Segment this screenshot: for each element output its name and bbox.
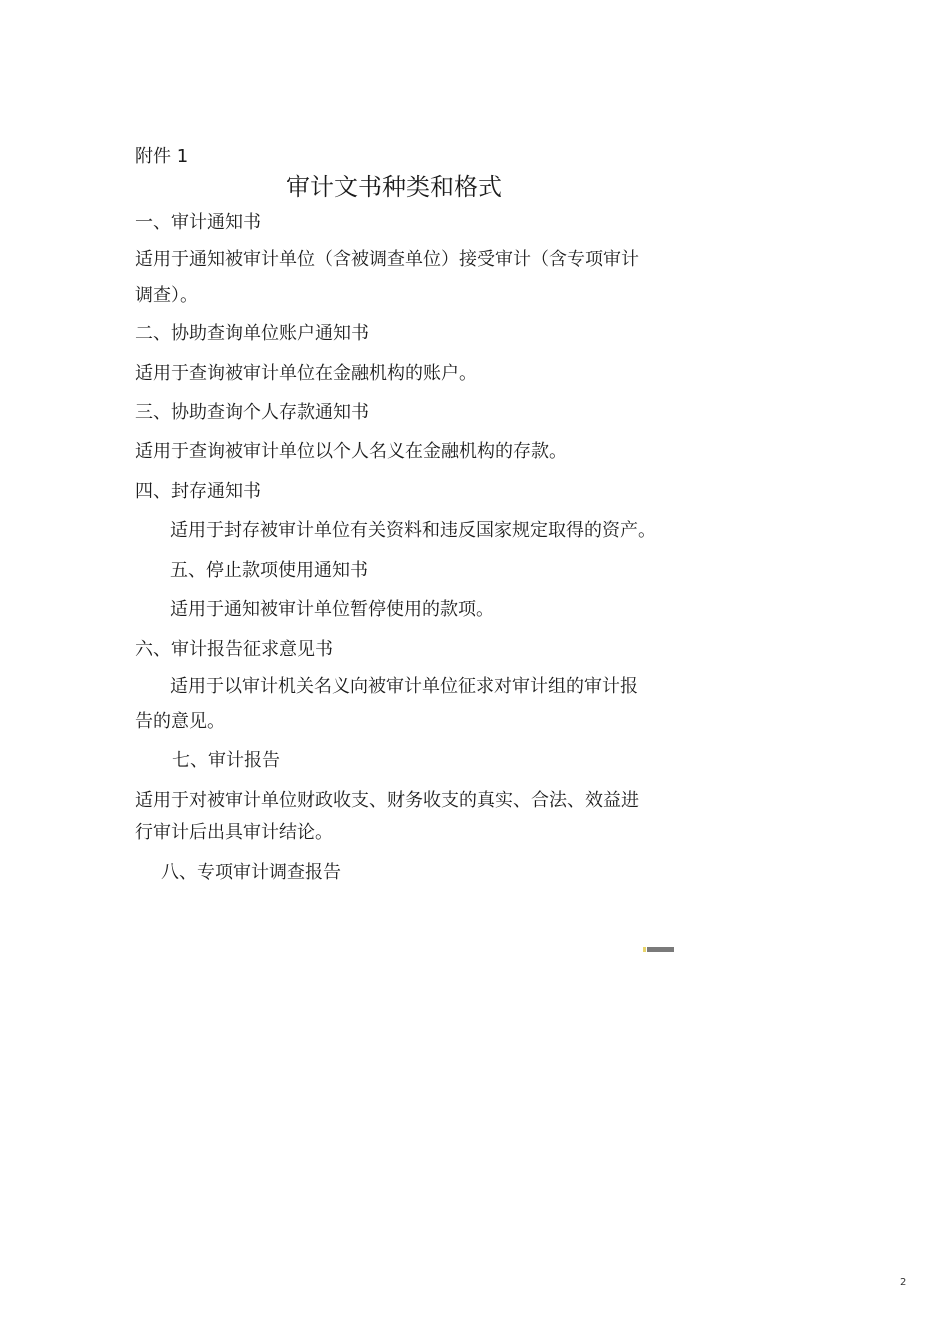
section-body-6a: 适用于以审计机关名义向被审计单位征求对审计组的审计报 [170, 676, 638, 697]
section-heading-6: 六、审计报告征求意见书 [135, 639, 333, 660]
section-heading-8: 八、专项审计调查报告 [161, 862, 341, 883]
section-body-3: 适用于查询被审计单位以个人名义在金融机构的存款。 [135, 441, 567, 462]
section-body-1a: 适用于通知被审计单位（含被调查单位）接受审计（含专项审计 [135, 249, 639, 270]
section-body-2: 适用于查询被审计单位在金融机构的账户。 [135, 363, 477, 384]
page-number: 2 [900, 1277, 907, 1288]
attachment-label: 附件 1 [135, 146, 189, 167]
section-body-6b: 告的意见。 [135, 711, 225, 732]
stray-mark-dot [643, 947, 646, 952]
section-body-5: 适用于通知被审计单位暂停使用的款项。 [170, 599, 494, 620]
document-title: 审计文书种类和格式 [286, 173, 502, 201]
section-heading-3: 三、协助查询个人存款通知书 [135, 402, 369, 423]
stray-mark [647, 947, 674, 952]
section-body-7b: 行审计后出具审计结论。 [135, 822, 333, 843]
section-heading-2: 二、协助查询单位账户通知书 [135, 323, 369, 344]
section-body-7a: 适用于对被审计单位财政收支、财务收支的真实、合法、效益进 [135, 790, 639, 811]
section-heading-1: 一、审计通知书 [135, 212, 261, 233]
section-body-4: 适用于封存被审计单位有关资料和违反国家规定取得的资产。 [170, 520, 656, 541]
section-heading-4: 四、封存通知书 [135, 481, 261, 502]
section-heading-5: 五、停止款项使用通知书 [170, 560, 368, 581]
section-body-1b: 调查）。 [135, 285, 198, 306]
section-heading-7: 七、审计报告 [172, 750, 280, 771]
